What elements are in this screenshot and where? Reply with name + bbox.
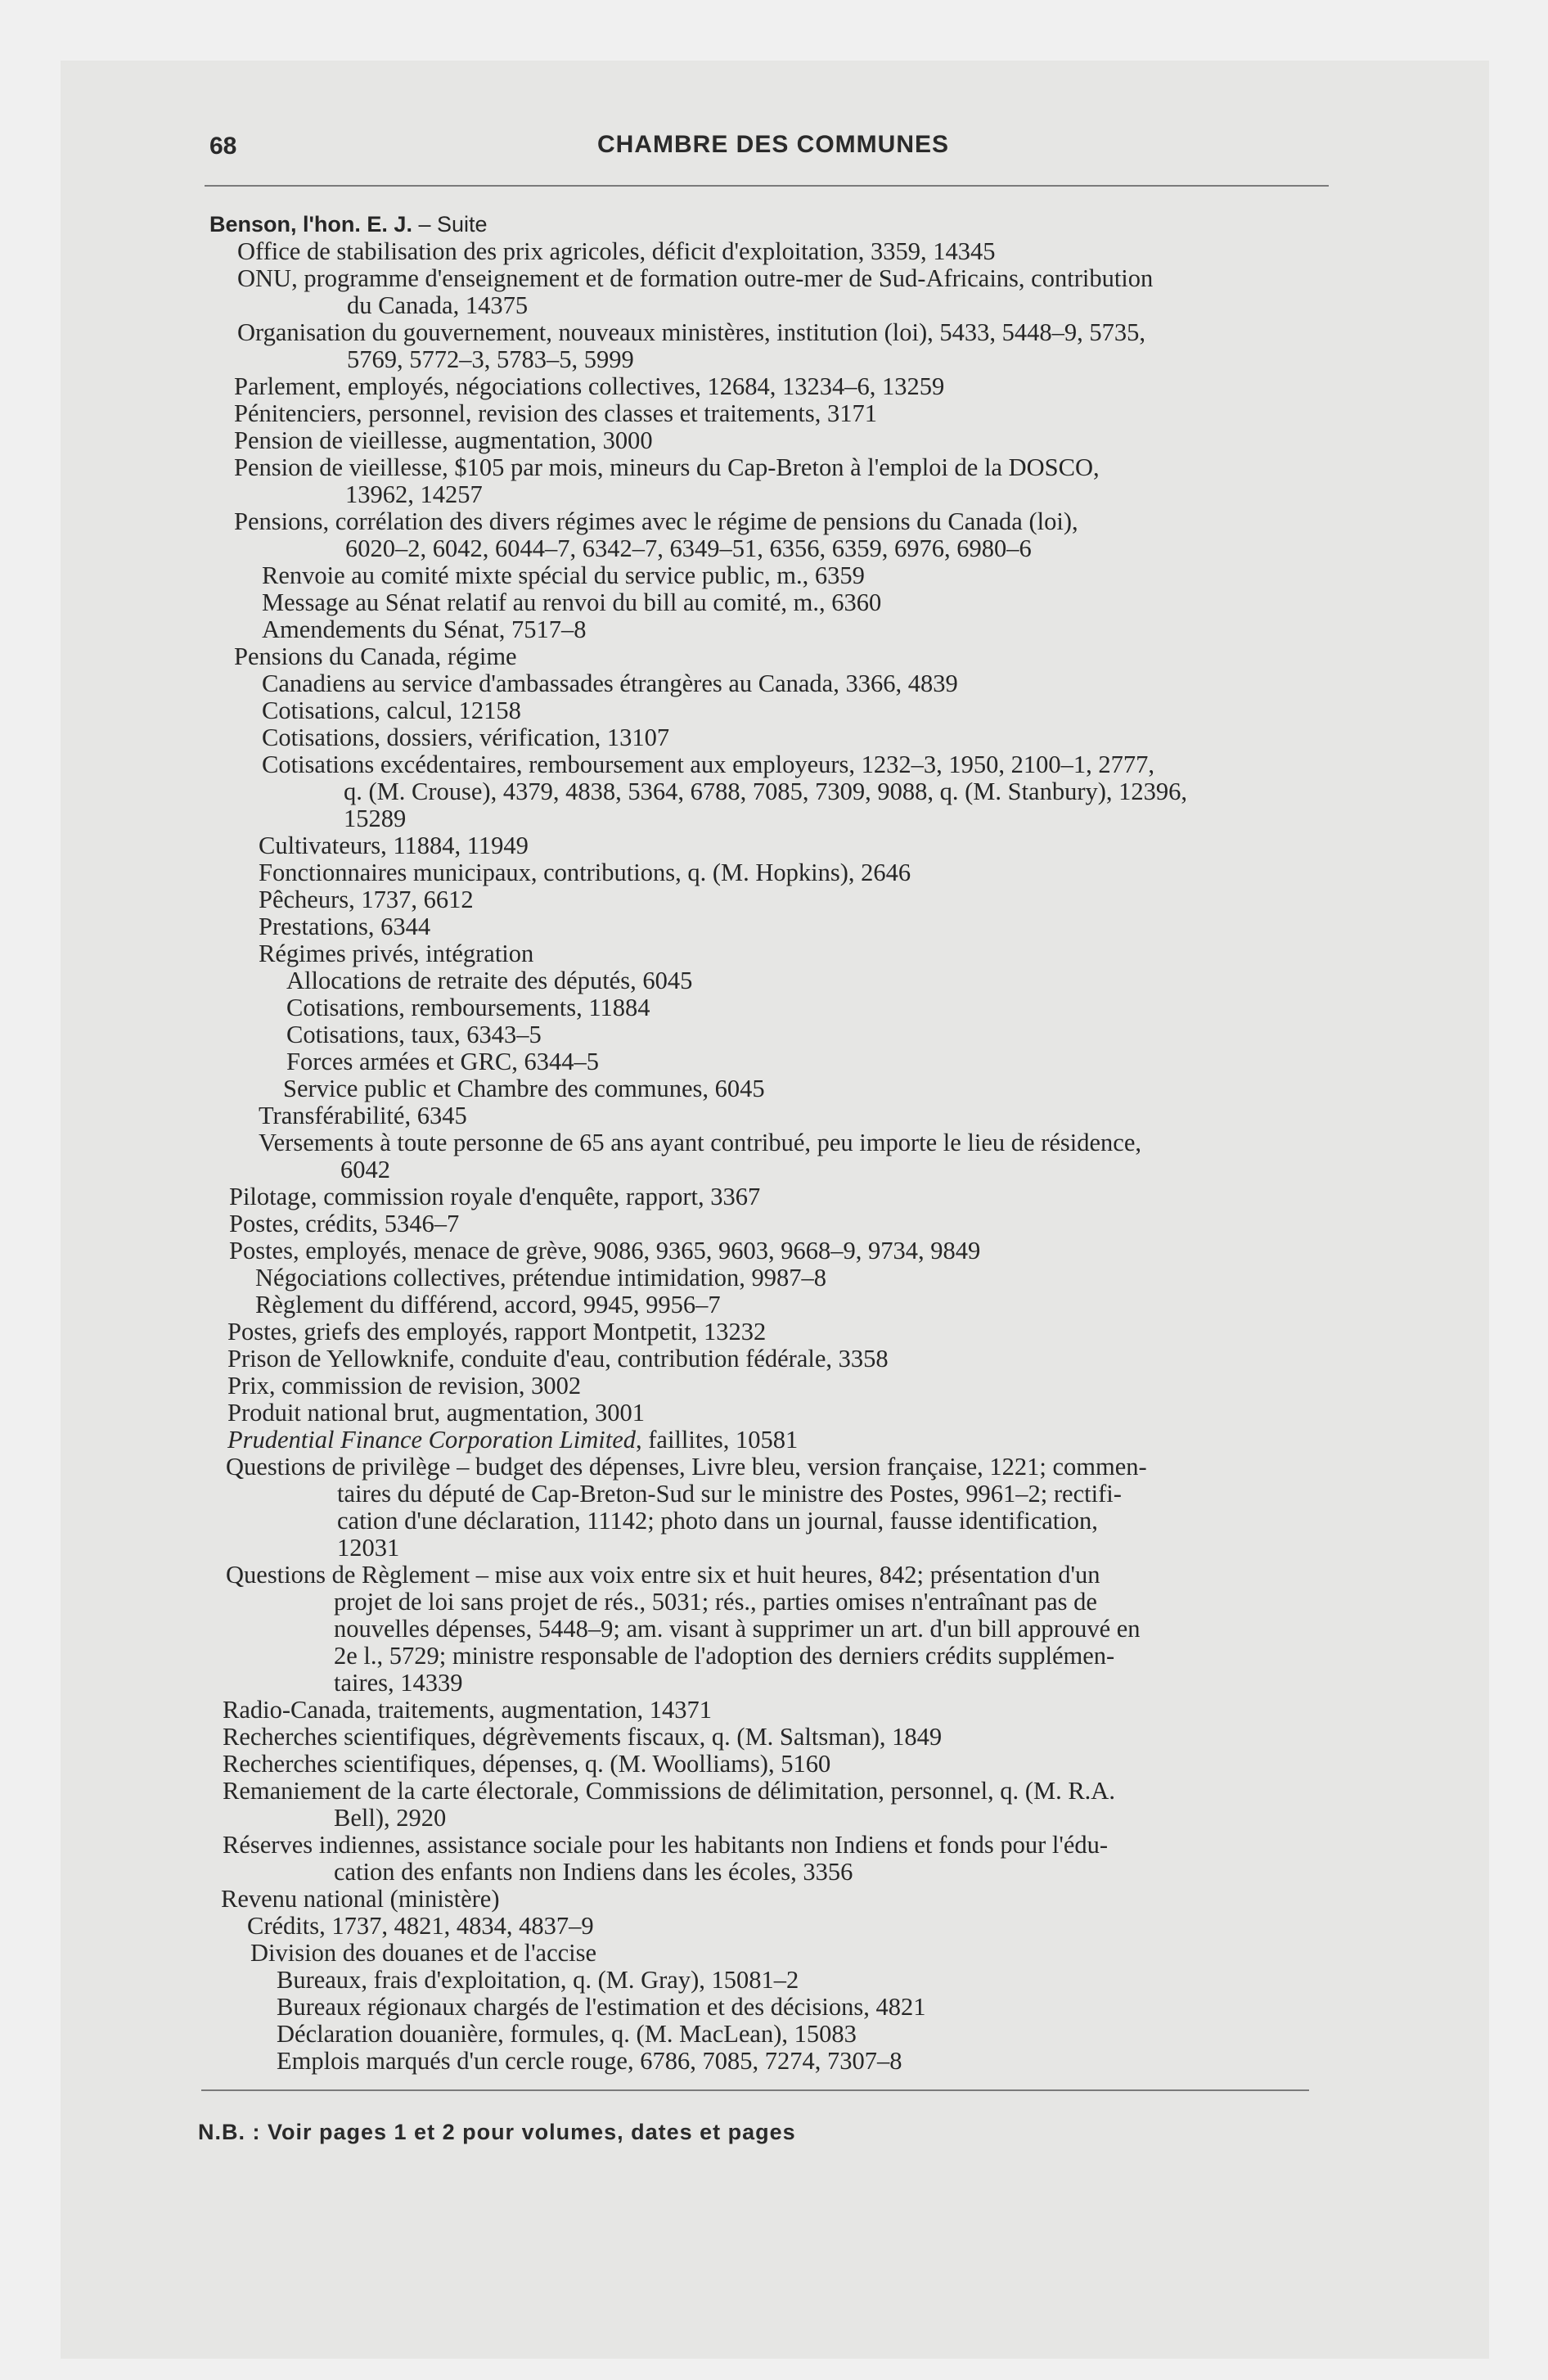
index-entry xyxy=(209,1589,1355,1616)
index-entry-text: 13962, 14257 xyxy=(345,480,483,508)
index-entry xyxy=(209,751,1355,778)
index-entry xyxy=(209,832,1355,859)
index-entry-text: Service public et Chambre des communes, 6045 xyxy=(283,1075,765,1102)
index-entry xyxy=(209,1156,1355,1183)
index-entry xyxy=(209,1102,1355,1129)
index-entry xyxy=(209,1724,1355,1751)
index-entry-text: 6042 xyxy=(340,1156,390,1183)
index-entry xyxy=(209,805,1355,832)
index-entry-text: Office de stabilisation des prix agricoles, déficit d'exploitation, 3359, 14345 xyxy=(237,237,996,265)
index-entry-text: Pilotage, commission royale d'enquête, rapport, 3367 xyxy=(229,1183,761,1210)
index-entry xyxy=(209,697,1355,724)
index-entry xyxy=(209,1454,1355,1481)
footer-rule xyxy=(201,2089,1309,2091)
index-entry-text: 15289 xyxy=(344,805,407,832)
index-entry-text: Recherches scientifiques, dépenses, q. (M. Woolliams), 5160 xyxy=(223,1750,831,1778)
index-entry-text: Pension de vieillesse, augmentation, 3000 xyxy=(234,426,653,454)
index-entry xyxy=(209,1832,1355,1859)
index-entry xyxy=(209,1508,1355,1535)
index-entry xyxy=(209,1643,1355,1670)
index-entry xyxy=(209,1616,1355,1643)
index-entry-text: q. (M. Crouse), 4379, 4838, 5364, 6788, 7085, 7309, 9088, q. (M. Stanbury), 12396, xyxy=(344,778,1188,805)
index-entry-text: Régimes privés, intégration xyxy=(259,940,534,967)
index-entry xyxy=(209,481,1355,508)
index-entry xyxy=(209,454,1355,481)
index-entry-text: 6020–2, 6042, 6044–7, 6342–7, 6349–51, 6356, 6359, 6976, 6980–6 xyxy=(345,534,1032,562)
index-entry xyxy=(209,2048,1355,2075)
index-entry-text: 2e l., 5729; ministre responsable de l'adoption des derniers crédits supplémen- xyxy=(334,1642,1115,1670)
index-entry-text: Réserves indiennes, assistance sociale pour les habitants non Indiens et fonds pour l'édu- xyxy=(223,1831,1109,1859)
index-entry xyxy=(209,1427,1355,1454)
index-entry-text: Revenu national (ministère) xyxy=(221,1885,500,1913)
index-entry xyxy=(209,535,1355,562)
index-entry-text: Pénitenciers, personnel, revision des classes et traitements, 3171 xyxy=(234,399,878,427)
index-entry-text: Bureaux, frais d'exploitation, q. (M. Gray), 15081–2 xyxy=(277,1966,799,1994)
index-entry-text: cation des enfants non Indiens dans les écoles, 3356 xyxy=(334,1858,853,1886)
index-entry xyxy=(209,1048,1355,1075)
index-entry xyxy=(209,913,1355,940)
index-entry-text: Bell), 2920 xyxy=(334,1804,447,1832)
index-entry xyxy=(209,1021,1355,1048)
index-entry xyxy=(209,1967,1355,1994)
index-entry-text: Prix, commission de revision, 3002 xyxy=(227,1372,582,1400)
index-entry-text: Cotisations excédentaires, remboursement aux employeurs, 1232–3, 1950, 2100–1, 2777, xyxy=(262,751,1155,778)
index-entry xyxy=(209,1481,1355,1508)
index-entry-text: Pension de vieillesse, $105 par mois, mineurs du Cap-Breton à l'emploi de la DOSCO, xyxy=(234,453,1100,481)
index-entry xyxy=(209,940,1355,967)
header-rule xyxy=(205,185,1329,187)
index-entry xyxy=(209,589,1355,616)
index-entry xyxy=(209,292,1355,319)
index-entry-text: Emplois marqués d'un cercle rouge, 6786, 7085, 7274, 7307–8 xyxy=(277,2047,902,2075)
index-entry-text: Parlement, employés, négociations collectives, 12684, 13234–6, 13259 xyxy=(234,372,945,400)
index-entry-text: Cotisations, dossiers, vérification, 13107 xyxy=(262,723,670,751)
index-entry-text: Canadiens au service d'ambassades étrangères au Canada, 3366, 4839 xyxy=(262,669,958,697)
index-entry-text: Questions de Règlement – mise aux voix entre six et huit heures, 842; présentation d'un xyxy=(226,1561,1100,1589)
index-entry xyxy=(209,1210,1355,1237)
index-entry xyxy=(209,238,1355,265)
index-entry-text: Pêcheurs, 1737, 6612 xyxy=(259,886,474,913)
index-entry xyxy=(209,1994,1355,2021)
index-entry xyxy=(209,1318,1355,1346)
index-entry-text: Prison de Yellowknife, conduite d'eau, contribution fédérale, 3358 xyxy=(227,1345,889,1373)
index-entry-text: Prudential Finance Corporation Limited xyxy=(227,1426,636,1454)
index-entry-text: nouvelles dépenses, 5448–9; am. visant à supprimer un art. d'un bill approuvé en xyxy=(334,1615,1141,1643)
index-entry xyxy=(209,859,1355,886)
index-entry-text: Transférabilité, 6345 xyxy=(259,1102,467,1129)
index-column xyxy=(209,211,1355,2075)
index-entry xyxy=(209,1778,1355,1805)
index-entry-text: Produit national brut, augmentation, 3001 xyxy=(227,1399,645,1427)
index-entry xyxy=(209,1940,1355,1967)
index-entry-text: Postes, griefs des employés, rapport Montpetit, 13232 xyxy=(227,1318,767,1346)
index-entry-text: Cotisations, taux, 6343–5 xyxy=(286,1021,542,1048)
index-entry-text: Cultivateurs, 11884, 11949 xyxy=(259,832,529,859)
index-head-suffix: – Suite xyxy=(412,212,488,237)
index-entry-text: Renvoie au comité mixte spécial du service public, m., 6359 xyxy=(262,561,865,589)
index-entry-text: Prestations, 6344 xyxy=(259,913,431,940)
index-entry xyxy=(209,2021,1355,2048)
index-entry xyxy=(209,1346,1355,1373)
index-entry-text: Message au Sénat relatif au renvoi du bill au comité, m., 6360 xyxy=(262,588,882,616)
index-entry xyxy=(209,1075,1355,1102)
index-entry-text: 12031 xyxy=(337,1534,400,1562)
index-entry xyxy=(209,1805,1355,1832)
page-title: CHAMBRE DES COMMUNES xyxy=(597,131,950,158)
index-entry-text: Postes, employés, menace de grève, 9086, 9365, 9603, 9668–9, 9734, 9849 xyxy=(229,1237,981,1264)
index-entry-text: Crédits, 1737, 4821, 4834, 4837–9 xyxy=(247,1912,594,1940)
index-entry-text: Règlement du différend, accord, 9945, 9956–7 xyxy=(255,1291,721,1318)
index-entry-text: du Canada, 14375 xyxy=(347,291,529,319)
footnote: N.B. : Voir pages 1 et 2 pour volumes, dates et pages xyxy=(198,2120,796,2144)
index-entry-text: Pensions, corrélation des divers régimes avec le régime de pensions du Canada (loi), xyxy=(234,507,1078,535)
index-entry-text: Radio-Canada, traitements, augmentation, 14371 xyxy=(223,1696,712,1724)
index-entry xyxy=(209,1859,1355,1886)
index-entry-text: Déclaration douanière, formules, q. (M. MacLean), 15083 xyxy=(277,2020,857,2048)
index-entry xyxy=(209,508,1355,535)
index-entry xyxy=(209,1400,1355,1427)
index-entry-text: taires du député de Cap-Breton-Sud sur le ministre des Postes, 9961–2; rectifi- xyxy=(337,1480,1122,1508)
index-entry xyxy=(209,643,1355,670)
index-entry xyxy=(209,562,1355,589)
index-entry xyxy=(209,1562,1355,1589)
index-entry xyxy=(209,670,1355,697)
index-entry xyxy=(209,1183,1355,1210)
index-entry xyxy=(209,1913,1355,1940)
index-entry xyxy=(209,373,1355,400)
index-entry xyxy=(209,616,1355,643)
index-entry-text: Fonctionnaires municipaux, contributions, q. (M. Hopkins), 2646 xyxy=(259,859,911,886)
page-number: 68 xyxy=(209,133,237,160)
index-entry-text: Recherches scientifiques, dégrèvements fiscaux, q. (M. Saltsman), 1849 xyxy=(223,1723,943,1751)
index-entry xyxy=(209,427,1355,454)
index-entry-text: Questions de privilège – budget des dépenses, Livre bleu, version française, 1221; commen- xyxy=(226,1453,1147,1481)
index-head-entry xyxy=(209,211,1355,238)
index-entry-text: Pensions du Canada, régime xyxy=(234,642,517,670)
index-entry-text: Négociations collectives, prétendue intimidation, 9987–8 xyxy=(255,1264,826,1291)
index-entry-text: Postes, crédits, 5346–7 xyxy=(229,1210,460,1237)
index-entry-text-suffix: , faillites, 10581 xyxy=(636,1426,799,1454)
index-entry-text: Cotisations, calcul, 12158 xyxy=(262,696,521,724)
index-entry xyxy=(209,1373,1355,1400)
index-entry xyxy=(209,400,1355,427)
index-entry-text: cation d'une déclaration, 11142; photo dans un journal, fausse identification, xyxy=(337,1507,1098,1535)
index-entry xyxy=(209,1264,1355,1291)
index-entry xyxy=(209,1129,1355,1156)
index-entry xyxy=(209,1670,1355,1697)
index-entry xyxy=(209,1751,1355,1778)
index-entry-text: Bureaux régionaux chargés de l'estimation et des décisions, 4821 xyxy=(277,1993,926,2021)
index-entry-text: Versements à toute personne de 65 ans ayant contribué, peu importe le lieu de résidence, xyxy=(259,1129,1141,1156)
index-entry-text: projet de loi sans projet de rés., 5031; rés., parties omises n'entraînant pas de xyxy=(334,1588,1097,1616)
index-entry xyxy=(209,778,1355,805)
index-entry-text: Amendements du Sénat, 7517–8 xyxy=(262,615,587,643)
index-entry xyxy=(209,886,1355,913)
index-entry xyxy=(209,1291,1355,1318)
index-entry xyxy=(209,724,1355,751)
index-entry xyxy=(209,1886,1355,1913)
index-entry-text: Division des douanes et de l'accise xyxy=(250,1939,597,1967)
index-entry-text: Allocations de retraite des députés, 6045 xyxy=(286,967,693,994)
index-entry-text: Organisation du gouvernement, nouveaux ministères, institution (loi), 5433, 5448–9, 5735, xyxy=(237,318,1146,346)
index-entry xyxy=(209,265,1355,292)
index-entry xyxy=(209,1237,1355,1264)
index-entry xyxy=(209,1697,1355,1724)
index-entry-text: Forces armées et GRC, 6344–5 xyxy=(286,1048,600,1075)
index-entry-text: Remaniement de la carte électorale, Commissions de délimitation, personnel, q. (M. R.A. xyxy=(223,1777,1115,1805)
index-entry-text: ONU, programme d'enseignement et de formation outre-mer de Sud-Africains, contribution xyxy=(237,264,1154,292)
index-entry xyxy=(209,1535,1355,1562)
index-entry xyxy=(209,319,1355,346)
index-entry-text: taires, 14339 xyxy=(334,1669,463,1697)
index-entry xyxy=(209,967,1355,994)
index-entry xyxy=(209,994,1355,1021)
index-head-name: Benson, l'hon. E. J. xyxy=(209,212,412,237)
index-entry-text: Cotisations, remboursements, 11884 xyxy=(286,994,650,1021)
index-entry xyxy=(209,346,1355,373)
index-entry-text: 5769, 5772–3, 5783–5, 5999 xyxy=(347,345,634,373)
